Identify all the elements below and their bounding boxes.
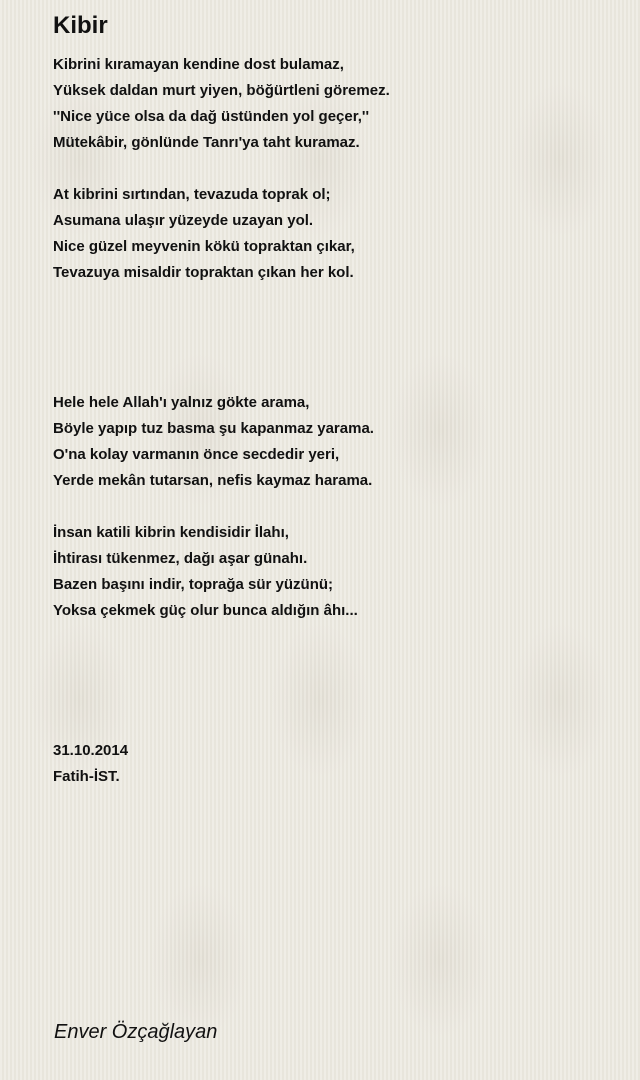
- poem-line: Hele hele Allah'ı yalnız gökte arama,: [53, 394, 310, 411]
- poem-body: [53, 52, 613, 790]
- poem-line: Mütekâbir, gönlünde Tanrı'ya taht kuramaz.: [53, 134, 360, 151]
- stanza-gap: [53, 494, 613, 520]
- author-name: Enver Özçağlayan: [54, 1021, 218, 1043]
- poem-line: Bazen başını indir, toprağa sür yüzünü;: [53, 576, 334, 593]
- poem-line: Böyle yapıp tuz basma şu kapanmaz yarama.: [53, 420, 374, 437]
- poem-line: Nice güzel meyvenin kökü topraktan çıkar,: [53, 238, 355, 255]
- poem-line: Yoksa çekmek güç olur bunca aldığın âhı...: [53, 602, 358, 619]
- poem-line: İnsan katili kibrin kendisidir İlahı,: [53, 524, 289, 541]
- poem-line: Kibrini kıramayan kendine dost bulamaz,: [53, 56, 344, 73]
- poem-line: Yüksek daldan murt yiyen, böğürtleni göremez.: [53, 82, 390, 99]
- poem-line: İhtirası tükenmez, dağı aşar günahı.: [53, 550, 308, 567]
- poem-line: ''Nice yüce olsa da dağ üstünden yol geçer,'': [53, 108, 370, 125]
- stanza-gap: [53, 156, 613, 182]
- poem-line: Asumana ulaşır yüzeyde uzayan yol.: [53, 212, 314, 229]
- stanza-3: [53, 390, 613, 494]
- stanza-2: [53, 182, 613, 286]
- poem-title: Kibir: [53, 12, 108, 39]
- poem-date: 31.10.2014: [53, 742, 129, 759]
- poem-line: At kibrini sırtından, tevazuda toprak ol;: [53, 186, 331, 203]
- stanza-4: [53, 520, 613, 624]
- poem-line: Tevazuya misaldir topraktan çıkan her kol.: [53, 264, 354, 281]
- stanza-1: [53, 52, 613, 156]
- poem-signature: [53, 738, 613, 790]
- poem-line: Yerde mekân tutarsan, nefis kaymaz harama.: [53, 472, 373, 489]
- poem-place: Fatih-İST.: [53, 768, 120, 785]
- stanza-gap: [53, 286, 613, 390]
- poem-line: O'na kolay varmanın önce secdedir yeri,: [53, 446, 340, 463]
